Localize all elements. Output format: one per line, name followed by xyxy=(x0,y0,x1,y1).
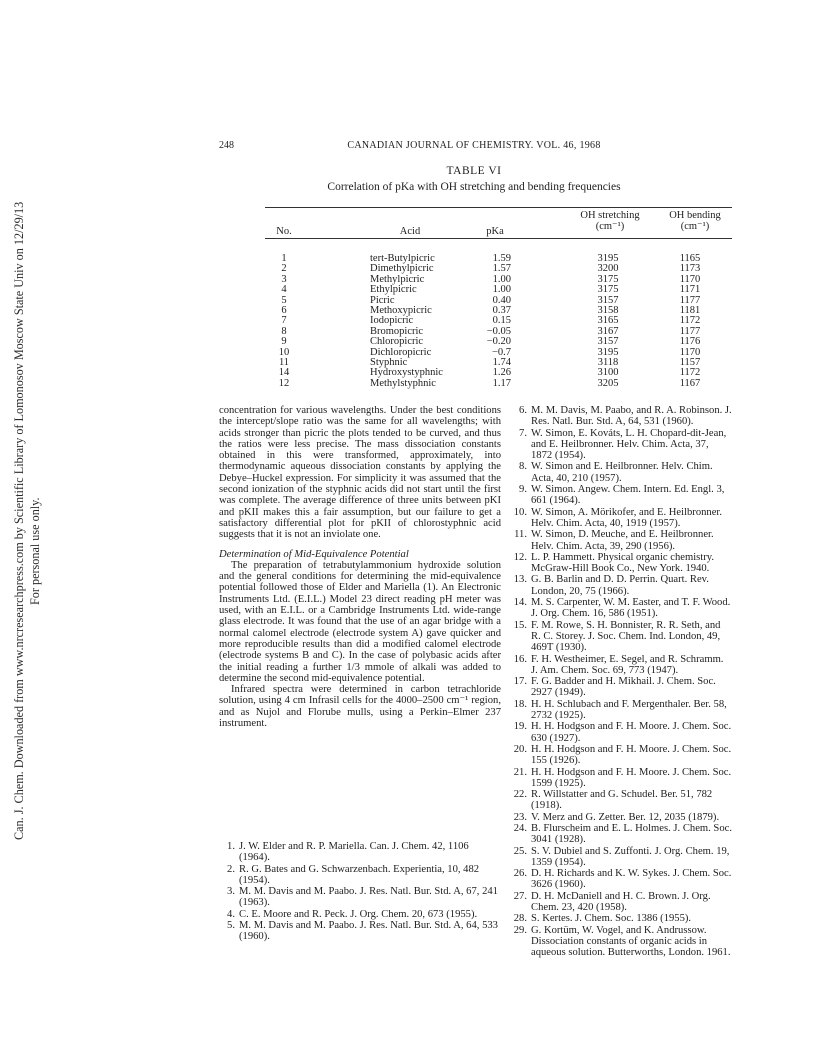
cell-no: 8 xyxy=(281,325,287,337)
cell-oh-bending: 1176 xyxy=(679,336,701,348)
cell-pka: 1.17 xyxy=(492,377,511,389)
reference-number: 20. xyxy=(513,743,527,755)
header-oh-bending-unit: (cm⁻¹) xyxy=(680,221,710,232)
watermark-line-2: For personal use only. xyxy=(28,497,42,605)
download-watermark xyxy=(6,140,46,840)
reference-item xyxy=(511,507,732,530)
cell-oh-stretching: 3158 xyxy=(597,304,619,316)
reference-number: 7. xyxy=(519,427,527,439)
cell-no: 12 xyxy=(278,377,290,389)
cell-oh-stretching: 3100 xyxy=(597,367,619,379)
reference-item xyxy=(511,789,732,812)
paragraph: Infrared spectra were determined in carbon tetrachloride solution, using 4 cm Infrasil cells for the 4000–2500 cm⁻¹ region, and as Nujol and Florube mulls, using a Perkin–Elmer 237 instrument. xyxy=(219,684,501,730)
reference-item xyxy=(511,891,732,914)
reference-item xyxy=(511,428,732,462)
reference-number: 15. xyxy=(513,619,527,631)
references-left-column xyxy=(219,841,501,943)
cell-acid: Dimethylpicric xyxy=(370,263,434,275)
references-right-column xyxy=(511,405,732,959)
cell-oh-bending: 1172 xyxy=(679,367,701,379)
cell-oh-stretching: 3175 xyxy=(597,284,619,296)
reference-number: 19. xyxy=(513,721,527,733)
cell-oh-bending: 1171 xyxy=(679,284,701,296)
paragraph: The preparation of tetrabutylammonium hydroxide solution and the general conditions for determining the mid-equivalence potential followed those of Elder and Mariella (1). An Electronic Instruments Ltd. (E.I.L.) Model 23 direct reading pH meter was used, with an E.I.L. or a Cambridge Instruments Ltd. wide-range glass electrode. It was found that the use of an agar bridge with a normal calomel electrode (electrode system A) gave quicker and more reproducible results than did a modified calomel electrode (electrode systems B and C). In the case of polybasic acids after the initial reading a further 1/3 mmole of alkali was added to determine the second mid-equivalence potential. xyxy=(219,559,501,684)
cell-pka: 0.15 xyxy=(492,315,511,327)
journal-title: CANADIAN JOURNAL OF CHEMISTRY. VOL. 46, 1968 xyxy=(347,140,601,151)
reference-item xyxy=(511,699,732,722)
cell-oh-stretching: 3165 xyxy=(597,315,619,327)
reference-item xyxy=(511,767,732,790)
reference-number: 3. xyxy=(227,886,235,898)
cell-oh-stretching: 3167 xyxy=(597,325,619,337)
cell-oh-stretching: 3195 xyxy=(597,253,619,264)
reference-item xyxy=(511,676,732,699)
cell-oh-stretching: 3157 xyxy=(597,294,619,306)
reference-number: 28. xyxy=(513,913,527,925)
reference-item xyxy=(511,744,732,767)
reference-number: 12. xyxy=(513,551,527,563)
header-no: No. xyxy=(276,226,292,237)
table-label: TABLE VI xyxy=(446,165,502,177)
cell-pka: 1.59 xyxy=(492,253,511,264)
reference-number: 25. xyxy=(513,845,527,857)
reference-text: S. V. Dubiel and S. Zuffonti. J. Org. Chem. 19, 1359 (1954). xyxy=(531,845,730,868)
header-acid: Acid xyxy=(399,226,421,237)
cell-pka: −0.7 xyxy=(491,346,511,358)
reference-number: 16. xyxy=(513,653,527,665)
body-text xyxy=(219,405,501,729)
reference-number: 23. xyxy=(513,811,527,823)
running-header xyxy=(219,140,729,154)
reference-text: W. Simon, D. Meuche, and E. Heilbronner. Helv. Chim. Acta, 39, 290 (1956). xyxy=(531,529,714,552)
cell-acid: Picric xyxy=(370,294,395,306)
reference-text: H. H. Hodgson and F. H. Moore. J. Chem. Soc. 1599 (1925). xyxy=(531,766,732,789)
page-number: 248 xyxy=(219,140,234,151)
reference-item xyxy=(511,529,732,552)
reference-number: 5. xyxy=(227,920,235,932)
reference-number: 29. xyxy=(513,924,527,936)
reference-item xyxy=(219,864,501,887)
section-subheading: Determination of Mid-Equivalence Potential xyxy=(219,548,409,560)
watermark-line-1: Can. J. Chem. Downloaded from www.nrcresearchpress.com by Scientific Library of Lomonosov Moscow State Univ on 12/29/13 xyxy=(12,201,26,840)
reference-item xyxy=(511,868,732,891)
cell-oh-bending: 1165 xyxy=(679,253,701,264)
reference-item xyxy=(511,574,732,597)
cell-no: 3 xyxy=(281,273,287,285)
reference-text: G. Kortüm, W. Vogel, and K. Andrussow. Dissociation constants of organic acids in aqueous solution. Butterworths, London. 1961. xyxy=(531,924,731,959)
header-oh-bending-label: OH bending xyxy=(669,210,721,221)
reference-text: D. H. McDaniell and H. C. Brown. J. Org. Chem. 23, 420 (1958). xyxy=(531,890,711,914)
reference-text: M. M. Davis and M. Paabo. J. Res. Natl. Bur. Std. A, 64, 533 (1960). xyxy=(239,920,498,943)
table-body xyxy=(265,254,732,389)
cell-no: 1 xyxy=(281,253,287,264)
reference-item xyxy=(219,886,501,909)
reference-item xyxy=(511,552,732,575)
table-row xyxy=(265,285,732,295)
cell-acid: Dichloropicric xyxy=(370,346,432,358)
reference-number: 13. xyxy=(513,574,527,586)
cell-oh-stretching: 3175 xyxy=(597,273,619,285)
reference-text: H. H. Hodgson and F. H. Moore. J. Chem. Soc. 155 (1926). xyxy=(531,743,732,767)
reference-text: M. M. Davis and M. Paabo. J. Res. Natl. Bur. Std. A, 67, 241 (1963). xyxy=(239,886,498,909)
table-top-rule xyxy=(265,207,732,208)
paragraph: concentration for various wavelengths. Under the best conditions the intercept/slope ratio was the same for all wavelengths; with acids stronger than picric the plots tended to be curved, and thus the ratios were less precise. The mass dissociation constants obtained in this were transformed, approximately, into thermodynamic aqueous dissociation constants by applying the Debye–Huckel expression. For simplicity it was assumed that the second ionization of the styphnic acids did not start until the first was complete. The average difference of three units between pKI and pKII makes this a fair assumption, but our failure to get a satisfactory differential plot for pKII of chlorostyphnic acid suggests that it is not an inviolate one. xyxy=(219,405,501,541)
cell-oh-bending: 1157 xyxy=(679,356,701,368)
reference-text: R. G. Bates and G. Schwarzenbach. Experientia, 10, 482 (1954). xyxy=(239,863,480,886)
reference-text: R. Willstatter and G. Schudel. Ber. 51, 782 (1918). xyxy=(531,789,713,812)
cell-acid: tert-Butylpicric xyxy=(370,253,435,264)
cell-pka: 0.37 xyxy=(492,304,511,316)
reference-number: 22. xyxy=(513,789,527,801)
reference-item xyxy=(219,920,501,943)
cell-acid: Styphnic xyxy=(370,356,408,368)
cell-no: 14 xyxy=(278,367,290,379)
reference-text: W. Simon, E. Kováts, L. H. Chopard-dit-Jean, and E. Heilbronner. Helv. Chim. Acta, 37, 1872 (1954). xyxy=(531,427,727,462)
reference-item xyxy=(511,654,732,677)
reference-number: 17. xyxy=(513,676,527,688)
reference-number: 21. xyxy=(513,766,527,778)
cell-acid: Bromopicric xyxy=(370,325,424,337)
cell-acid: Methylstyphnic xyxy=(370,377,436,389)
reference-text: C. E. Moore and R. Peck. J. Org. Chem. 20, 673 (1955). xyxy=(239,908,478,920)
reference-text: V. Merz and G. Zetter. Ber. 12, 2035 (1879). xyxy=(531,811,720,823)
cell-oh-bending: 1177 xyxy=(679,294,701,306)
reference-text: M. M. Davis, M. Paabo, and R. A. Robinson. J. Res. Natl. Bur. Std. A, 64, 531 (1960). xyxy=(531,405,732,428)
cell-no: 2 xyxy=(281,263,287,275)
table-row xyxy=(265,379,732,389)
cell-pka: −0.05 xyxy=(486,325,511,337)
cell-pka: 1.26 xyxy=(492,367,511,379)
reference-item xyxy=(511,620,732,654)
cell-oh-bending: 1170 xyxy=(679,273,701,285)
reference-text: W. Simon and E. Heilbronner. Helv. Chim. Acta, 40, 210 (1957). xyxy=(531,461,713,484)
reference-item xyxy=(511,405,732,428)
header-oh-bending xyxy=(660,210,730,232)
cell-no: 5 xyxy=(281,294,287,306)
reference-text: F. M. Rowe, S. H. Bonnister, R. R. Seth, and R. C. Storey. J. Soc. Chem. Ind. London, 49, 469T (1930). xyxy=(531,619,721,654)
cell-oh-stretching: 3200 xyxy=(597,263,619,275)
reference-number: 4. xyxy=(227,908,235,920)
reference-number: 1. xyxy=(227,841,235,852)
cell-acid: Methylpicric xyxy=(370,273,425,285)
reference-number: 14. xyxy=(513,597,527,609)
reference-item xyxy=(511,823,732,846)
reference-number: 18. xyxy=(513,698,527,710)
reference-text: M. S. Carpenter, W. M. Easter, and T. F. Wood. J. Org. Chem. 16, 586 (1951). xyxy=(531,597,731,620)
reference-item xyxy=(511,925,732,959)
reference-text: W. Simon. Angew. Chem. Intern. Ed. Engl. 3, 661 (1964). xyxy=(531,484,725,507)
cell-pka: 1.57 xyxy=(492,263,511,275)
cell-pka: 0.40 xyxy=(492,294,511,306)
reference-item xyxy=(511,484,732,507)
reference-number: 11. xyxy=(514,529,527,541)
reference-number: 27. xyxy=(513,890,527,902)
table-title: Correlation of pKa with OH stretching and bending frequencies xyxy=(327,181,621,193)
reference-text: G. B. Barlin and D. D. Perrin. Quart. Rev. London, 20, 75 (1966). xyxy=(531,574,709,597)
cell-no: 4 xyxy=(281,284,287,296)
cell-pka: −0.20 xyxy=(486,336,511,348)
cell-acid: Ethylpicric xyxy=(370,284,417,296)
reference-number: 2. xyxy=(227,863,235,875)
cell-oh-bending: 1167 xyxy=(679,377,701,389)
reference-number: 6. xyxy=(519,405,527,416)
cell-no: 7 xyxy=(281,315,287,327)
cell-oh-stretching: 3118 xyxy=(597,356,619,368)
cell-pka: 1.00 xyxy=(492,273,511,285)
reference-text: L. P. Hammett. Physical organic chemistry. McGraw-Hill Book Co., New York. 1940. xyxy=(531,551,715,575)
cell-acid: Chloropicric xyxy=(370,336,424,348)
cell-oh-bending: 1181 xyxy=(679,304,701,316)
reference-item xyxy=(219,841,501,864)
reference-item xyxy=(511,846,732,869)
reference-item xyxy=(511,461,732,484)
reference-text: J. W. Elder and R. P. Mariella. Can. J. Chem. 42, 1106 (1964). xyxy=(239,841,469,864)
reference-item xyxy=(511,913,732,924)
reference-number: 8. xyxy=(519,461,527,473)
reference-item xyxy=(511,812,732,823)
reference-text: W. Simon, A. Mörikofer, and E. Heilbronner. Helv. Chim. Acta, 40, 1919 (1957). xyxy=(531,506,723,529)
cell-oh-bending: 1172 xyxy=(679,315,701,327)
header-pka: pKa xyxy=(486,226,504,237)
reference-number: 26. xyxy=(513,868,527,880)
cell-acid: Iodopicric xyxy=(370,315,414,327)
cell-acid: Hydroxystyphnic xyxy=(370,367,443,379)
cell-oh-stretching: 3157 xyxy=(597,336,619,348)
reference-text: H. H. Hodgson and F. H. Moore. J. Chem. Soc. 630 (1927). xyxy=(531,721,732,744)
reference-text: F. G. Badder and H. Mikhail. J. Chem. Soc. 2927 (1949). xyxy=(531,676,716,699)
reference-item xyxy=(511,721,732,744)
reference-text: B. Flurscheim and E. L. Holmes. J. Chem. Soc. 3041 (1928). xyxy=(531,822,732,846)
cell-no: 10 xyxy=(278,346,290,358)
cell-oh-bending: 1177 xyxy=(679,325,701,337)
reference-number: 24. xyxy=(513,822,527,834)
reference-item xyxy=(511,597,732,620)
cell-oh-bending: 1173 xyxy=(679,263,701,275)
table-header-rule xyxy=(265,238,732,239)
cell-no: 6 xyxy=(281,304,287,316)
cell-pka: 1.00 xyxy=(492,284,511,296)
reference-text: D. H. Richards and K. W. Sykes. J. Chem. Soc. 3626 (1960). xyxy=(531,868,732,891)
header-oh-stretching xyxy=(565,210,655,232)
table-row xyxy=(265,337,732,347)
cell-no: 11 xyxy=(278,356,290,368)
cell-oh-stretching: 3195 xyxy=(597,346,619,358)
reference-number: 10. xyxy=(513,506,527,518)
cell-pka: 1.74 xyxy=(492,356,511,368)
cell-no: 9 xyxy=(281,336,287,348)
cell-oh-bending: 1170 xyxy=(679,346,701,358)
header-oh-stretching-label: OH stretching xyxy=(580,210,640,221)
reference-number: 9. xyxy=(519,484,527,496)
reference-text: F. H. Westheimer, E. Segel, and R. Schramm. J. Am. Chem. Soc. 69, 773 (1947). xyxy=(531,653,724,676)
header-oh-stretching-unit: (cm⁻¹) xyxy=(595,221,625,232)
reference-text: S. Kertes. J. Chem. Soc. 1386 (1955). xyxy=(531,913,692,925)
reference-text: H. H. Schlubach and F. Mergenthaler. Ber. 58, 2732 (1925). xyxy=(531,698,727,722)
cell-acid: Methoxypicric xyxy=(370,304,432,316)
cell-oh-stretching: 3205 xyxy=(597,377,619,389)
reference-item xyxy=(219,909,501,920)
